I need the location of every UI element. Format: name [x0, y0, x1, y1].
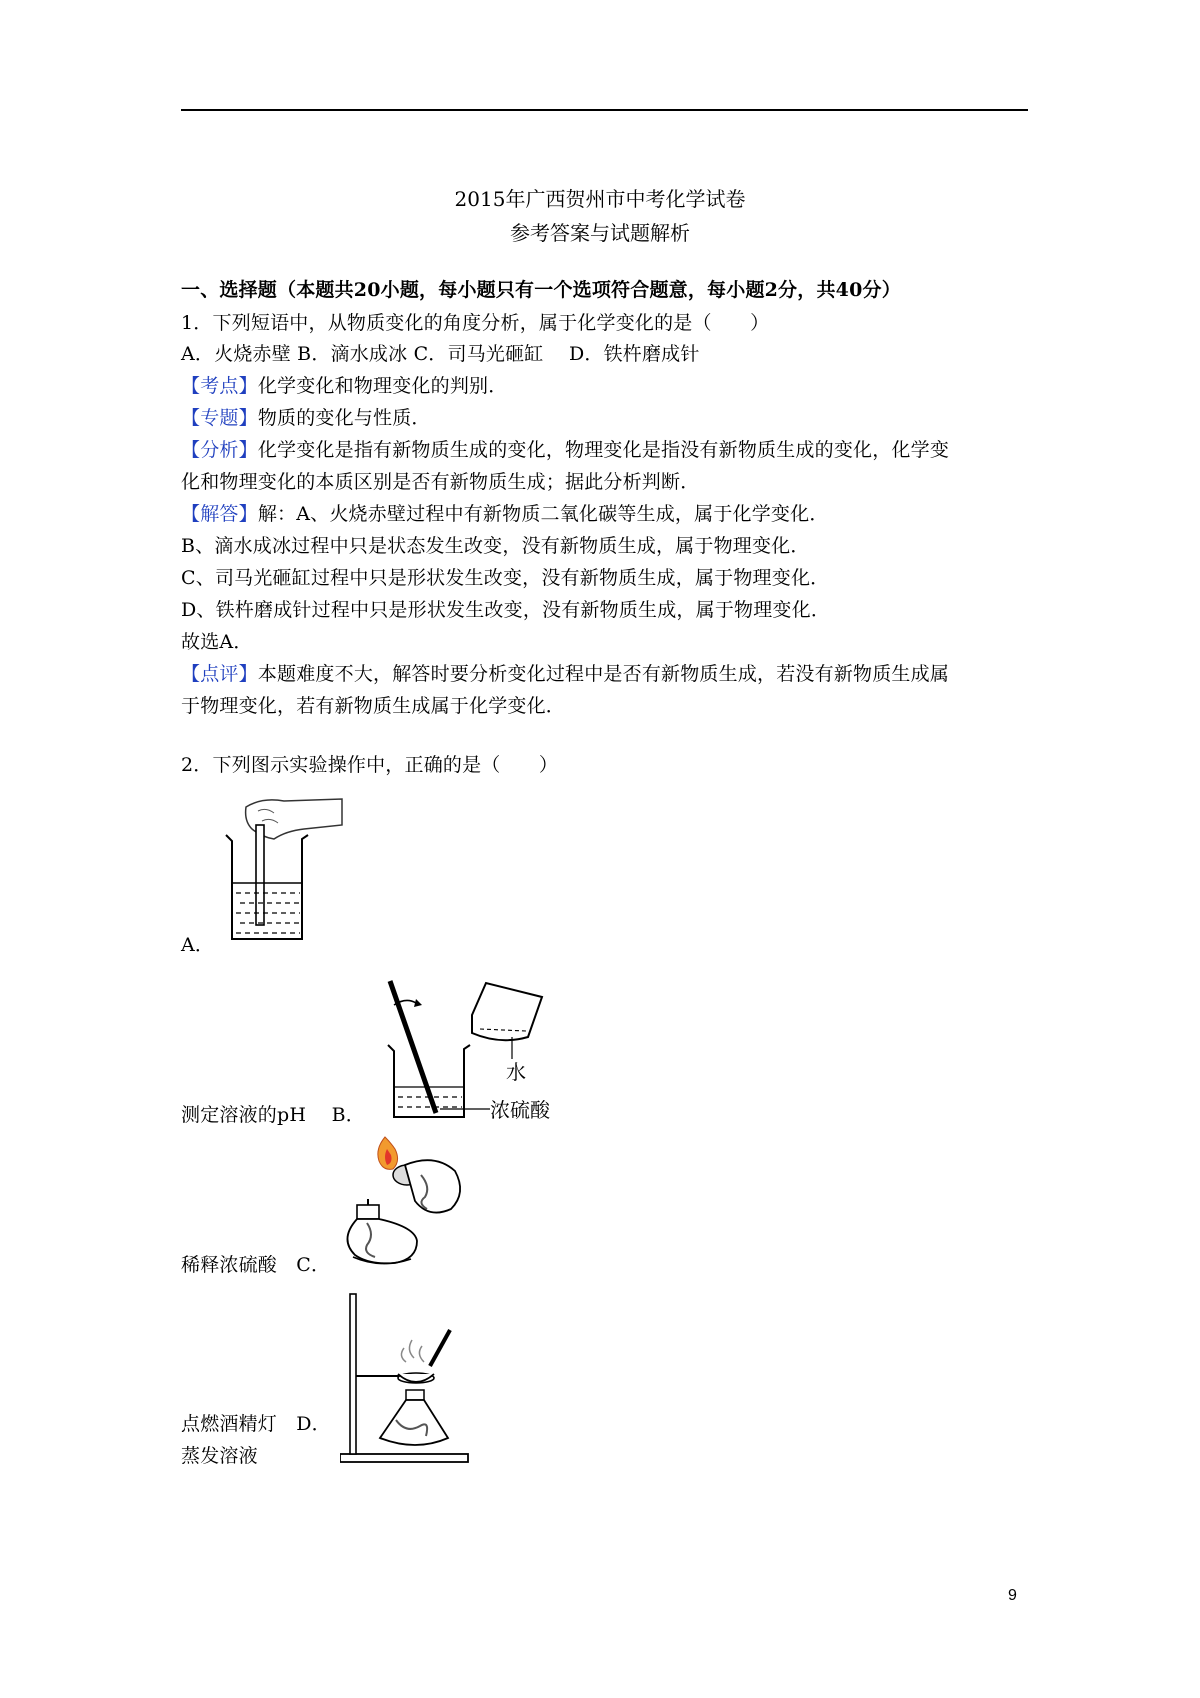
q1-options: A．火烧赤壁 B．滴水成冰 C．司马光砸缸 D．铁杵磨成针 — [181, 343, 700, 365]
section-heading: 一、选择题（本题共20小题，每小题只有一个选项符合题意，每小题2分，共40分） — [181, 279, 901, 301]
figure-a-ph-test — [222, 795, 362, 945]
header-rule — [181, 109, 1028, 111]
zhuanti-text: 物质的变化与性质． — [257, 407, 431, 429]
figure-c-lamp-lighting — [345, 1135, 475, 1270]
zhuanti-tag: 【专题】 — [181, 407, 258, 429]
fenxi-text-1: 化学变化是指有新物质生成的变化，物理变化是指没有新物质生成的变化，化学变 — [257, 439, 950, 461]
q1-stem: 1．下列短语中，从物质变化的角度分析，属于化学变化的是（ ） — [181, 312, 770, 334]
page-title: 2015年广西贺州市中考化学试卷 — [454, 187, 746, 211]
label-conc-acid: 浓硫酸 — [490, 1098, 550, 1122]
fenxi-text-2: 化和物理变化的本质区别是否有新物质生成；据此分析判断． — [181, 471, 700, 493]
q2-caption-d: 蒸发溶液 — [181, 1445, 258, 1467]
dianping-text-2: 于物理变化，若有新物质生成属于化学变化． — [181, 695, 566, 717]
q2-caption-c-label-d: 点燃酒精灯 D． — [181, 1413, 331, 1435]
fenxi-tag: 【分析】 — [181, 439, 258, 461]
q1-fenxi — [181, 435, 949, 462]
kaodian-text: 化学变化和物理变化的判别． — [257, 375, 508, 397]
q1-dianping — [181, 659, 949, 686]
jieda-text-4: D、铁杵磨成针过程中只是形状发生改变，没有新物质生成，属于物理变化． — [181, 599, 831, 621]
q2-caption-a-label-b: 测定溶液的pH B． — [181, 1104, 365, 1126]
dianping-tag: 【点评】 — [181, 663, 258, 685]
jieda-text-3: C、司马光砸缸过程中只是形状发生改变，没有新物质生成，属于物理变化． — [181, 567, 830, 589]
q1-kaodian — [181, 371, 507, 398]
dianping-text-1: 本题难度不大，解答时要分析变化过程中是否有新物质生成，若没有新物质生成属 — [257, 663, 950, 685]
figure-b-dilution — [380, 975, 580, 1125]
kaodian-tag: 【考点】 — [181, 375, 258, 397]
figure-d-evaporation — [340, 1290, 480, 1465]
label-water: 水 — [506, 1060, 526, 1084]
page-subtitle: 参考答案与试题解析 — [510, 221, 690, 245]
q2-label-a: A． — [181, 934, 215, 956]
jieda-text-2: B、滴水成冰过程中只是状态发生改变，没有新物质生成，属于物理变化． — [181, 535, 810, 557]
q1-jieda — [181, 499, 829, 526]
jieda-tag: 【解答】 — [181, 503, 258, 525]
page-number: 9 — [1008, 1587, 1017, 1604]
jieda-text-5: 故选A． — [181, 631, 253, 653]
jieda-text-1: 解：A、火烧赤壁过程中有新物质二氧化碳等生成，属于化学变化． — [257, 503, 829, 525]
q2-caption-b-label-c: 稀释浓硫酸 C． — [181, 1254, 331, 1276]
q1-zhuanti — [181, 403, 431, 430]
q2-stem: 2．下列图示实验操作中，正确的是（ ） — [181, 754, 559, 776]
